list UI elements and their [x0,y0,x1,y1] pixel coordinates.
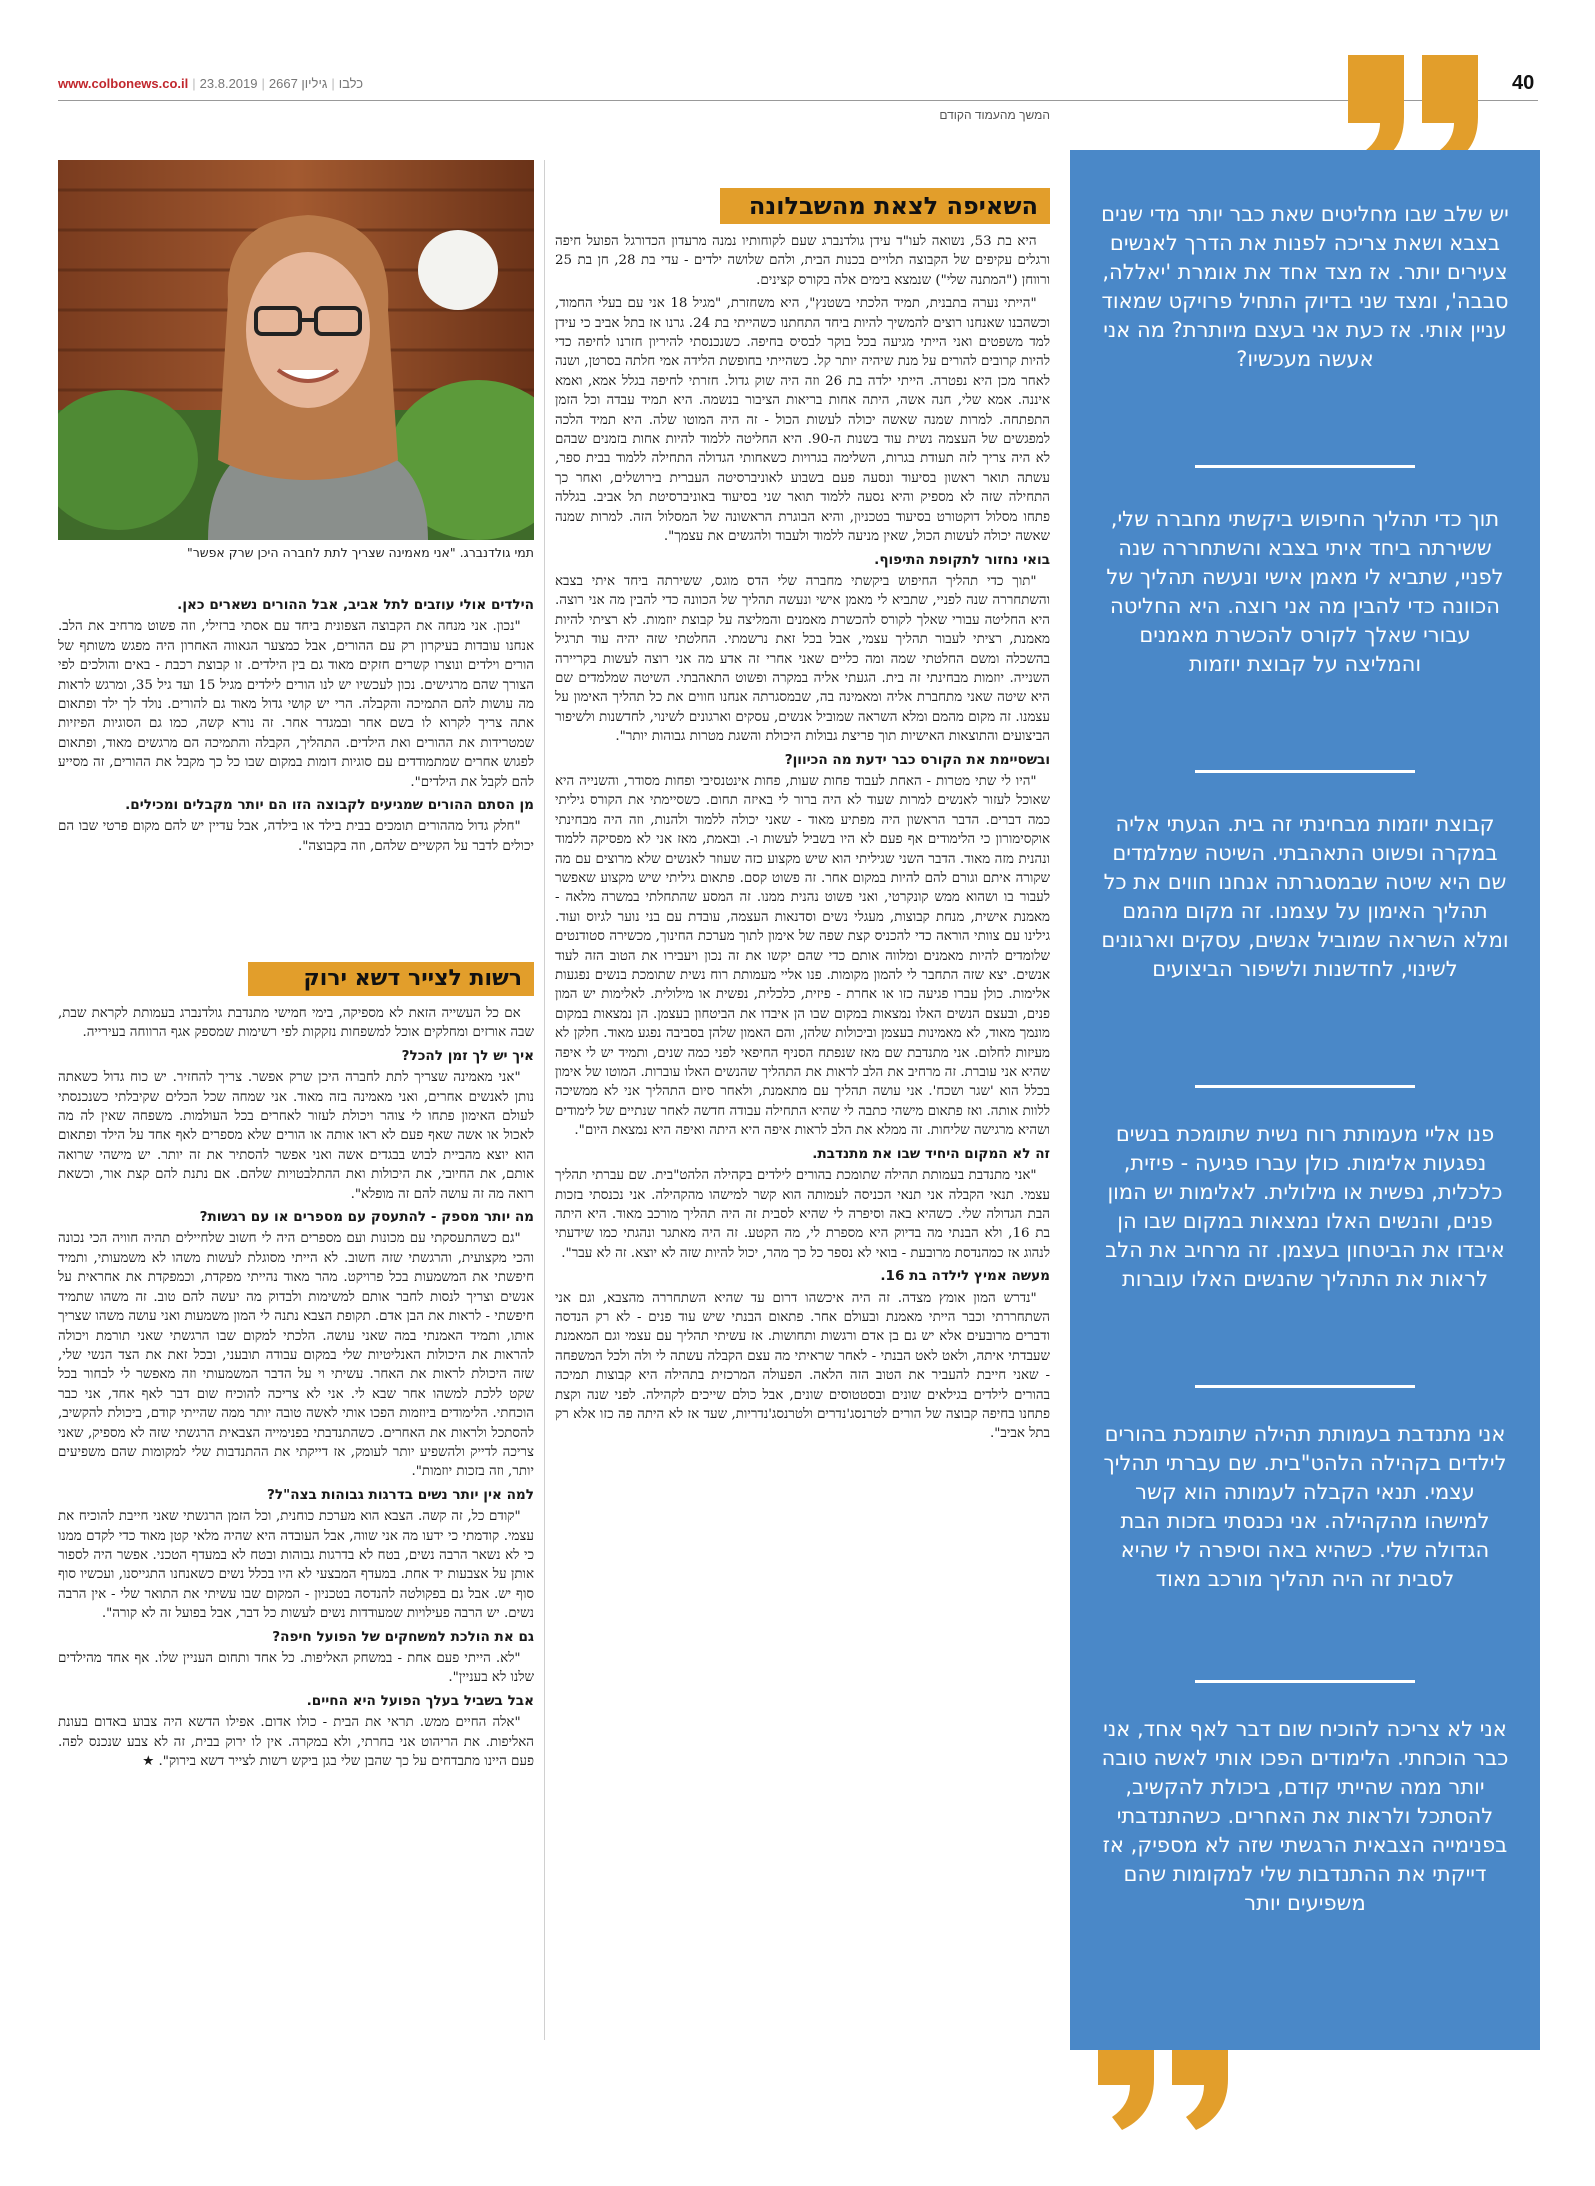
article-paragraph: "נכון. אני מנחה את הקבוצה הצפונית ביחד עם אסתי ברזילי, וזה פשוט מרחיב את הלב. אנחנו עובדות בעיקרון רק עם ההורים, אבל כמצער הגאווה האחרון היה מפגש משותף של הורים וילדים ונוצרו קשרים חזקים מאוד גם בין הילדים. זו קבוצת רכבת - באים והולכים לפי הצורך שהם מרגישים. נכון לעכשיו יש לנו הורים לילדים מגיל 15 ועד גיל 35, ומרגש לראות מה עושות להם התמיכה והקבלה. הרי יש קושי גדול מאוד גם להורים. נולד לך ילד ופתאום אתה צריך לקרוא לו בשם אחר ובמגדר אחר. זה נורא קשה, כמו גם הסוגיות הפיזיות שמטרידות את ההורים ואת הילדים. התהליך, הקבלה והתמיכה הם מרגשים מאוד, ופתאום לפגוש אחרים שמתמודדים עם סוגיות דומות במקום שבו כל כך מקבל את ההורים, זה מסייע להם לקבל את הילדים". [58,619,534,790]
pull-quote-panel [1070,150,1540,2050]
interview-question: איך יש לך זמן להכל? [401,1047,534,1064]
photo-caption: תמי גולדנברג. "אני מאמינה שצריך לתת לחברה היכן שרק אפשר" [186,545,534,560]
interview-question: למה אין יותר נשים בדרגות גבוהות בצה"ל? [267,1486,534,1503]
pull-quote-divider [1195,1680,1415,1683]
interview-question: בואי נחזור לתקופת התיפוף. [874,551,1050,568]
pull-quote-5: אני מתנדבת בעמותת תהילה שתומכת בהורים לילדים בקהילה הלהט"בית. שם עברתי תהליך עצמי. תנאי הקבלה לעמותה הוא קשר למישהו מהקהילה. אני נכנסתי בזכות הבת הגדולה שלי. כשהיא באה וסיפרה לי שהיא לסבית זה היה תהליך מורכב מאוד [1103,1422,1507,1591]
interview-question: הילדים אולי עוזבים לתל אביב, אבל ההורים נשארים כאן. [177,597,534,613]
article-paragraph: "נדרש המון אומץ מצדה. זה היה איכשהו דרום עד שהיא השתחררה מהצבא, וגם אני השתחררתי וכבר הייתי מאמנת ובעולם אחר. פתאום הבנתי שיש עוד פנים - לא רק הנדסה ודברים מרובעים אלא יש גם בן אדם ורגשות ותחושות. אז עשיתי תהליך עם עצמי וגם המאמנת שעבדתי איתה, ולאט לאט הבנתי - לאחר שראיתי מה עצם הקבלה עשתה לי ולה ולכל המשפחה - שאני חייבת להעביר את הטוב הזה הלאה. הפעולה המרכזית בתהילה היא קבוצות תמיכה בהורים לילדים בגילאים שונים ובסטטוסים שונים, אבל כולם שייכים לקהילה. לפני שנה וקצת פתחנו בחיפה קבוצה של הורים לטרנסג'נדרים ולטרנסג'נדריות, שעד אז לא היתה פה כזו אלא רק בתל אביב". [555,1290,1050,1442]
article-paragraph: "הייתי נערה בתבנית, תמיד הלכתי בשטנץ", היא משחזרת, "מגיל 18 אני עם בעלי החמוד, וכשהבנו שאנחנו רוצים להמשיך להיות ביחד התחתנו כשהייתי בת 24. גרנו אז בתל אביב כי עידן למד משפטים ואני הייתי מגיעה בכל בוקר לבסיס בחיפה. כשנכנסתי להיריון חזרנו לחיפה כדי להיות קרובים להורים על מנת שיהיה יותר קל. כשהייתי בחופשת הלידה אמי חלתה בסרטן, ושנה לאחר מכן היא נפטרה. הייתי ילדה בת 26 וזה היה שוק גדול. חזרתי לחיפה בגלל אמא, ואמא איננה. אמא שלי, חנה אשה, היתה אחות בריאות הציבור בנשמה. היא תמיד עבדה וכל הזמן התפתחה. למרות שמנה שאשה יכולה לעשות הכול - זה היה המוטו שלה. היא תמיד הלכה למפגשים של העצמה נשית עוד בשנות ה-90. היא החליטה ללמוד להיות אחות בזמנים שבהם לא היה צריך לזה תעודת בגרות, השלימה בגרויות כשאחותי הגדולה התחילה ללמוד בבית ספר, עשתה תואר ראשון בסיעוד ונסעה פעם בשבוע לאוניברסיטה העברית בירושלים, ואחר כך התחילה שזה לא מספיק והיא נסעה ללמוד תואר שני בסיעוד באוניברסיטת תל אביב. בגללה פתחו מסלול דוקטורט בסיעוד בטכניון, והיא הבוגרת הראשונה של המסלול הזה. למרות שמנה שאשה יכולה לעשות הכול, שאין מניעה ללמוד ולעבוד ולהגשים את עצמך". [555,296,1050,545]
article-paragraph: "אני מאמינה שצריך לתת לחברה היכן שרק אפשר. צריך להחזיר. יש כוח גדול כשאתה נותן לאנשים אחרים, ואני מאמינה בזה מאוד. אני שמחה שכל הכלים שקיבלתי כשנכנסתי לעולם האימון פתחו לי צוהר ויכולת לעזור לאחרים בכל העולמות. משפחה שאין לה מה לאכול או אשה שאף פעם לא ראו אותה או הורים שלא מספרים לאף אחד על הילד ופתאום הוא יוצא מהביית לבוש בבגדים אשה ואני אפשר להסתיר את זה יותר. יש מישהי שרואה אותם, את החיובי, את היכולות ואת ההתלבטויות שלהם. אם נתנת להם קצת אור, וכשאת רואה מה זה עושה להם זה מופלא". [58,1070,534,1202]
portrait-illustration-icon [58,160,534,540]
interview-question: מה יותר מספק - להתעסק עם מספרים או עם רגשות? [199,1209,534,1226]
interview-question: זה לא המקום היחיד שבו את מתנדבת. [812,1145,1050,1162]
article-paragraph: "תוך כדי תהליך החיפוש ביקשתי מחברה שלי הדס מוגס, ששירתה ביחד איתי בצבא והשתחררה שנה לפניי, שתביא לי מאמן אישי ונעשה תהליך של הכוונה כדי להבין מה אני רוצה. היא החליטה עבורי שאלך לקורס להכשרת מאמנים והמליצה על קבוצת יוזמות. לא רציתי להיות מאמנת, רציתי לעבור תהליך עצמי, אבל בכל זאת נרשמתי. החלטתי שזה יהיה עוד תרגיל בהשכלה ומשם החלטתי שמה ומה כליים שאני אחרי זה אדע מה אני רוצה לעשות בקריירה השנייה. יוזמות מבחינתי זה בית. הגעתי אליה במקרה ופשוט התאהבתי. השיטה שמלמדים שם היא שיטה שאני מתחברת אליה ומאמינה בה, שבמסגרתה אנחנו חווים את כל תהליך האימון על עצמנו. זה מקום מהמם ומלא השראה שמוביל אנשים, עסקים וארגונים לשינוי, לחדשנות ולשיפור הביצועים והתוצאות האישיות תוך פריצת גבולות היכולת והשגת מטרות גבוהות יותר". [555,573,1050,745]
section-heading-2: רשות לצייר דשא ירוק [303,966,522,991]
pull-quote-6: אני לא צריכה להוכיח שום דבר לאף אחד, אני כבר הוכחתי. הלימודים הפכו אותי לאשה טובה יותר ממה שהייתי קודם, ביכולת להקשיב, להסתכל ולראות את האחרים. כשהתנדבתי בפנימייה הצבאית הרגשתי שזה לא מספיק, אז דייקתי את ההתנדבות שלי למקומות שהם משפיעים יותר [1101,1717,1509,1915]
section-heading-bar [248,962,534,996]
issue-date: 23.8.2019 [199,76,258,91]
article-paragraph: "גם כשהתעסקתי עם מכונות ועם מספרים היה לי חשוב שלחיילים תהיה חוויה הכי נכונה והכי מקצועית, והרגשתי שזה חשוב. לא הייתי מסוגלת לעשות משהו לא משמעותי, ותמיד חיפשתי את המשמעות בכל פרויקט. מהר מאוד נהייתי מפקדת, וכמפקדת את אחראית על אנשים וצריך לנסות לחבר אותם למשימות ולבדוק מה יעשה להם טוב. זה משהו שתמיד חיפשתי - לראות את הבן אדם. תקופת הצבא נתנה לי המון משמעות ואני עושה משהו שצריך אותו, ותמיד האמנתי במה שאני עושה. הלכתי למקום שבו הרגשתי שאני תורמת ויכולה להראות את היכולות האנליטיות שלי במקום עבודה תובעני, ובכל זאת את הצד הנשי שלי, שזה היכולת לראות את האחר. עשיתי וי על הדבר המשמעותי וזה מאפשר לי לבחור בכל שקט ללכת למשהו אחר שבא לי. אני לא צריכה להוכיח שום דבר לאף אחד, אני כבר הוכחתי. הלימודים ביוזמות הפכו אותי לאשה טובה יותר ממה שהייתי קודם, ביכולת להקשיב, להסתכל ולראות את האחרים. כשהתנדבתי בפנימייה הצבאית הרגשתי שזה לא מספיק, שאני צריכה לדייק ולהשפיע יותר לעומק, אז דייקתי את ההתנדבות שלי למקומות שהם משפיעים יותר, וזה בזכות יוזמות". [58,1231,534,1480]
pull-quote-3: קבוצת יוזמות מבחינתי זה בית. הגעתי אליה במקרה ופשוט התאהבתי. השיטה שמלמדים שם היא שיטה שבמסגרתה אנחנו חווים את כל תהליך האימון על עצמנו. זה מקום מהמם ומלא השראה שמוביל אנשים, עסקים וארגונים לשינוי, לחדשנות ולשיפור הביצועים [1101,812,1509,981]
section-heading-bar [720,188,1050,224]
interview-question: ובשסיימת את הקורס כבר ידעת מה הכיוון? [784,751,1050,768]
pull-quote-divider [1195,465,1415,468]
portrait-photo [58,160,534,540]
pull-quote-2: תוך כדי תהליך החיפוש ביקשתי מחברה שלי, ששירתה ביחד איתי בצבא והשתחררה שנה לפניי, שתביא לי מאמן אישי ונעשה תהליך של הכוונה כדי להבין מה אני רוצה. היא החליטה עבורי שאלך לקורס להכשרת מאמנים והמליצה על קבוצת יוזמות [1106,507,1504,676]
article-paragraph: "חלק גדול מההורים תומכים בבית בילד או בילדה, אבל עדיין יש להם מקום פרטי שבו הם יכולים לדבר על הקשיים שלהם, וזה בקבוצה". [58,819,534,854]
pull-quote-divider [1195,1385,1415,1388]
article-paragraph: "לא. הייתי פעם אחת - במשחק האליפות. כל אחד ותחום העניין שלו. אף אחד מהילדים שלנו לא בעניין". [58,1651,534,1686]
issue-number: גיליון 2667 [268,76,328,91]
article-column-left-bottom [58,1004,534,2092]
quote-mark-top-icon [1340,55,1490,165]
article-paragraph: היא בת 53, נשואה לעו"ד עידן גולדנברג שעם לקוחותיו נמנה מרעדון הכדורגל הפועל חיפה ורגלים עקיפים של הקבוצה תלויים בכנות הבית, ולהם שלושה ילדים - עדי בת 28, חן בת 25 ורווחן ("המתנה שלי") שנמצא בימים אלה בקורס קצינים. [555,234,1050,288]
article-paragraph: "אלה החיים ממש. תראי את הבית - כולו אדום. אפילו הדשא היה צבוע באדום בעונת האליפות. את הריהוט אני בחרתי, ולא במקרה. אין לו ירוק בבית, זה לא צבע שנכנס לפה. פעם היינו מתבדחים על כך שהבן שלי בגן ביקש רשות לצייר דשא בירוק". ★ [58,1715,534,1770]
article-paragraph: "היו לי שתי מטרות - האחת לעבוד פחות שעות, פחות אינטנסיבי ופחות מסודר, והשנייה היא שאוכל לעזור לאנשים למרות שעוד לא היה ברור לי באיזה תחום. כשסיימתי את הקורס גיליתי כמה דברים. הדבר הראשון היה מפתיע מאוד - שאני יכולה ללמוד ולהנות, וזה היה מבחינתי אוקסימורון כי הלימודים אף פעם לא היו בשביל לעשות ו-. ובאמת, מאז אני לא מפסיקה ללמוד ונהנית מזה מאוד. הדבר השני שגיליתי הוא שיש מקצוע כזה שעוזר לאנשים שלא מרוצים עם מה שקורה איתם וגורם להם להיות במקום אחר. זה פשוט קסם. פתאום גיליתי שיש מקצוע שאפשר לעבור בו ושהוא ממש קונקרטי, ואני פשוט נהנית ממנו. זה המסע שהתחלתי במשרה מלאה - מאמנת אישית, מנחת קבוצות, מעגלי נשים וסדנאות העצמה, עובדת עם בני נוער לגיוס ועוד. גילינו עם צוותי הוראה כדי להכניס קצת שפה של אימון לתוך מערכת החינוך, מכשירה סטודנטים שלומדים להיות מאמנים ומלווה אותם כדי שהם יקשו את זה נכון ויעבירו את הטוב הזה לעוד אנשים. יצא שזה התחבר לי להמון מקומות. פנו אליי מעמותת רוח נשית שתומכת בנשים נפגעות אלימות. כולן עברו פגיעה כזו או אחרת - פיזית, כלכלית, נפשית או מילולית. לאלימות יש המון פנים, ובעצם הנשים האלו נמצאות במקום שבו הן איבדו את הביטחון בעצמן. הן נמצאות במקום מונמך מאוד, לא מאמינות בעצמן וביכולות שלהן, והם האמון שלהן בסביבה נפגע מאוד. חלקן לא מעיזות לחלום. אני מתנדבת שם מאז שנפתח הסניף החיפאי לפני כמה שנים, ותמיד יש לי איפה שהיא אני עוברת. זה מרחיב את הלב לראות את התהליך שהנשים האלו עוברות. המוטו של אימון בכלל הוא 'שגר ושכח'. אני עושה תהליך עם מתאמנת, ולאחר סיום התהליך אני לא ממשיכה ללוות אותה. ואז פתאום מישהי כתבה לי שהיא התחילה עבודה חדשה לאחר שנתיים של לימודים ושהיא מרגישה שליחות. זה ממלא את הלב לראות איפה היא היתה ואיפה היא נמצאת היום". [555,773,1050,1139]
page-number: 40 [1512,72,1535,94]
pull-quote-1: יש שלב שבו מחליטים שאת כבר יותר מדי שנים בצבא ושאת צריכה לפנות את הדרך לאנשים צעירים יותר. אז מצד אחד את אומרת 'יאללה, סבבה', ומצד שני בדיוק התחיל פרויקט שמאוד עניין אותי. אז כעת אני בעצם מיותרת? מה אני אעשה מעכשיו? [1101,202,1509,371]
article-paragraph: "קודם כל, זה קשה. הצבא הוא מערכת כוחנית, וכל הזמן הרגשתי שאני חייבת להוכיח את עצמי. קודמתי כי ידעו מה אני שווה, אבל העובדה היא שהיה מלאי קטן מאוד כדי לקדם ממנו כי לא נשאר הרבה נשים, בטח לא בדרגות גבוהות ובטח לא במעדף הטכני. אפשר היה לספור אותן על אצבעות יד אחת. במעדף המבצעי לא היו בכלל נשים כשאנחנו התגייסנו, ועכשיו סוף סוף יש. אבל גם בפקולטה להנדסה בטכניון - המקום שבו עשיתי את התואר שלי - אין הרבה נשים. יש הרבה פעילויות שמעודדות נשים לעשות כל דבר, אבל בפועל זה לא קורה". [58,1509,534,1622]
interview-question: מן הסתם ההורים שמגיעים לקבוצה הזו הם יותר מקבלים ומכילים. [125,797,534,814]
interview-question: אבל בשביל בעלך הפועל היא החיים. [306,1692,534,1709]
interview-question: גם את הולכת למשחקים של הפועל חיפה? [272,1628,534,1645]
continued-note: המשך מהעמוד הקודם [939,108,1050,122]
header-rule [58,100,1538,101]
pull-quote-4: פנו אליי מעמותת רוח נשית שתומכת בנשים נפגעות אלימות. כולן עברו פגיעה - פיזית, כלכלית, נפשית או מילולית. לאלימות יש המון פנים, והנשים האלו נמצאות במקום שבו הן איבדו את הביטחון בעצמן. זה מרחיב את הלב לראות את התהליך שהנשים האלו עוברות [1105,1122,1505,1291]
section-heading-1: השאיפה לצאת מהשבלונה [748,192,1038,220]
article-column-left-top [58,592,534,956]
article-paragraph: אם כל העשייה הזאת לא מספיקה, בימי חמישי מתנדבת גולדנברג בעמותת לקראת שבת, שבה אורזים ומחלקים אוכל למשפחות נזקקות לפי רשימות שמספק אגף הרווחה בעירייה. [58,1006,534,1041]
column-divider [544,160,545,2040]
brand-name: כלבו [338,76,364,91]
pull-quote-divider [1195,770,1415,773]
interview-question: מעשה אמיץ לילדה בת 16. [880,1268,1050,1285]
article-paragraph: "אני מתנדבת בעמותת תהילה שתומכת בהורים לילדים בקהילה הלהט"בית. שם עברתי תהליך עצמי. תנאי הקבלה אני תנאי הכניסה לעמותה הוא קשר למישהו מהקהילה. אני נכנסתי בזכות הבת הגדולה שלי. כשהיא באה וסיפרה לי שהיא לסבית זה היה תהליך מורכב מאוד. היא היתה בת 16, ולא הבנתי מה בדיוק היא מספרת לי, מה הקטע. זה היה מאתגר ונהגתי כמו שידעתי לנהוג אז כמהנדסת מרובעת - בואי לא נספר כל כך מהר, יכול להיות שזה לא יוצא. זה לא עבר". [555,1168,1050,1261]
article-column-middle [555,232,1050,2092]
pull-quote-divider [1195,1085,1415,1088]
site-url[interactable]: www.colbonews.co.il [58,76,189,91]
masthead-info: www.colbonews.co.il | כלבו|גיליון 2667|23.8.2019 [58,76,364,91]
